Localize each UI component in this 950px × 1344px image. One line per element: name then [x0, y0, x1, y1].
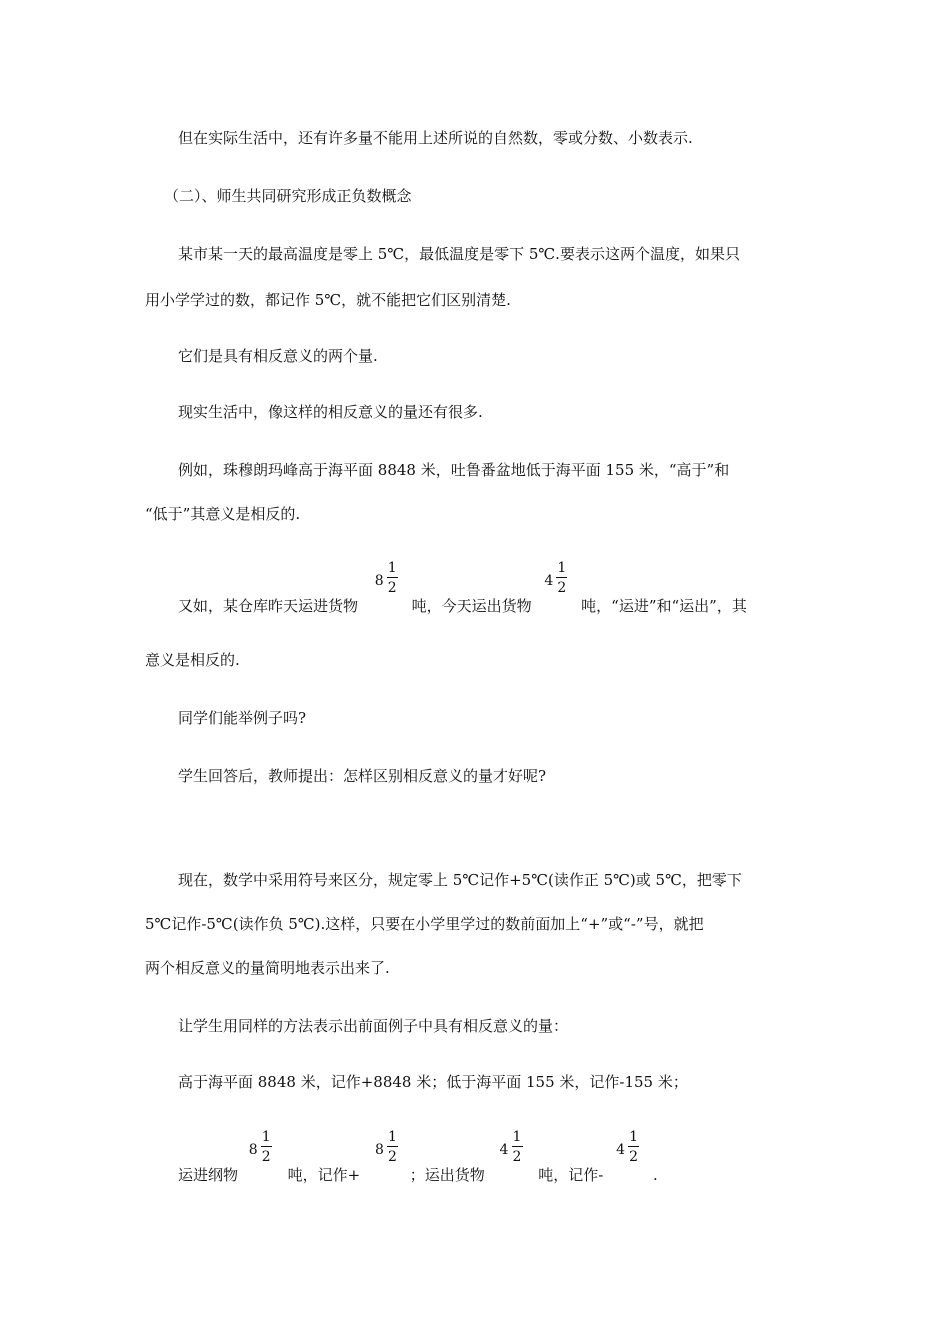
fraction-denominator: 2 [261, 1149, 271, 1165]
paragraph-11: 高于海平面 8848 米，记作+8848 米；低于海平面 155 米，记作-155 米； [178, 1073, 688, 1091]
fraction-whole: 8 [248, 1142, 258, 1158]
paragraph-9-line-2: 5℃记作-5℃(读作负 5℃).这样，只要在小学里学过的数前面加上“+”或“-”号，就把 [145, 915, 704, 933]
paragraph-2-line-1: 某市某一天的最高温度是零上 5℃，最低温度是零下 5℃.要表示这两个温度，如果只 [178, 245, 740, 263]
text-segment: 吨，今天运出货物 [411, 597, 532, 615]
paragraph-3: 它们是具有相反意义的两个量. [178, 347, 378, 365]
mixed-fraction [374, 1129, 401, 1180]
fraction-bar [387, 577, 398, 578]
paragraph-2-line-2: 用小学学过的数，都记作 5℃，就不能把它们区别清楚. [145, 291, 511, 309]
paragraph-8: 学生回答后，教师提出：怎样区别相反意义的量才好呢? [178, 767, 547, 785]
mixed-fraction [544, 560, 570, 611]
fraction-whole: 8 [374, 1142, 384, 1158]
text-segment: 又如，某仓库昨天运进货物 [178, 597, 359, 615]
fraction-bar [556, 577, 567, 578]
paragraph-6-line-2: 意义是相反的. [145, 651, 240, 669]
fraction-whole: 4 [616, 1142, 626, 1158]
paragraph-9-line-3: 两个相反意义的量简明地表示出来了. [145, 959, 390, 977]
text-segment: 吨，记作- [538, 1166, 604, 1184]
fraction-numerator: 1 [512, 1129, 522, 1145]
mixed-fraction [616, 1129, 642, 1180]
text-segment: 运进纲物 [178, 1166, 239, 1184]
mixed-fraction [374, 560, 401, 611]
paragraph-10: 让学生用同样的方法表示出前面例子中具有相反意义的量： [178, 1017, 569, 1035]
fraction-whole: 4 [544, 573, 554, 589]
fraction-numerator: 1 [629, 1129, 639, 1145]
paragraph-4: 现实生活中，像这样的相反意义的量还有很多. [178, 403, 483, 421]
fraction-denominator: 2 [512, 1149, 522, 1165]
fraction-numerator: 1 [557, 560, 567, 576]
fraction-numerator: 1 [387, 1129, 397, 1145]
text-segment: 吨，“运进”和“运出”，其 [581, 597, 747, 615]
paragraph-1: 但在实际生活中，还有许多量不能用上述所说的自然数，零或分数、小数表示. [178, 129, 693, 147]
fraction-denominator: 2 [387, 1149, 397, 1165]
text-segment: 吨，记作+ [287, 1166, 361, 1184]
text-segment: . [652, 1166, 658, 1184]
fraction-numerator: 1 [261, 1129, 271, 1145]
fraction-denominator: 2 [387, 580, 397, 596]
fraction-bar [387, 1146, 398, 1147]
fraction-numerator: 1 [387, 560, 397, 576]
section-heading: （二）、师生共同研究形成正负数概念 [164, 187, 412, 205]
mixed-fraction [248, 1129, 275, 1180]
fraction-whole: 4 [499, 1142, 509, 1158]
fraction-bar [512, 1146, 523, 1147]
fraction-denominator: 2 [557, 580, 567, 596]
paragraph-12 [178, 1129, 658, 1185]
paragraph-7: 同学们能举例子吗? [178, 709, 307, 727]
fraction-denominator: 2 [629, 1149, 639, 1165]
paragraph-6-line-1 [178, 560, 747, 616]
fraction-bar [628, 1146, 639, 1147]
fraction-whole: 8 [374, 573, 384, 589]
fraction-bar [261, 1146, 272, 1147]
mixed-fraction [499, 1129, 526, 1180]
paragraph-5-line-1: 例如，珠穆朗玛峰高于海平面 8848 米，吐鲁番盆地低于海平面 155 米，“高于”和 [178, 461, 730, 479]
paragraph-5-line-2: “低于”其意义是相反的. [145, 505, 301, 523]
paragraph-9-line-1: 现在，数学中采用符号来区分，规定零上 5℃记作+5℃(读作正 5℃)或 5℃，把零下 [178, 871, 742, 889]
text-segment: ；运出货物 [409, 1166, 485, 1184]
